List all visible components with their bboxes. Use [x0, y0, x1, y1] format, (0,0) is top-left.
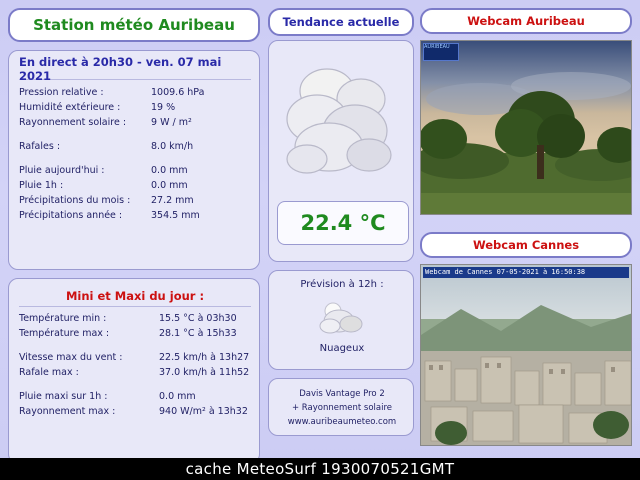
- reading-value: 940 W/m² à 13h32: [159, 406, 248, 417]
- minmax-list: [19, 311, 251, 419]
- reading-value: 37.0 km/h à 11h52: [159, 367, 250, 378]
- webcam-auribeau-title-text: Webcam Auribeau: [467, 14, 585, 28]
- list-item: [19, 365, 251, 380]
- reading-label: Rayonnement max :: [19, 406, 116, 417]
- reading-value: 1009.6 hPa: [151, 87, 205, 98]
- sun-behind-cloud-icon: [317, 297, 367, 339]
- reading-label: Précipitations année :: [19, 210, 123, 221]
- list-item: [19, 85, 251, 100]
- divider: [19, 130, 251, 139]
- list-item: [19, 326, 251, 341]
- forecast-panel: [268, 270, 414, 370]
- list-item: [19, 100, 251, 115]
- reading-label: Température min :: [19, 313, 107, 324]
- station-option: + Rayonnement solaire: [291, 403, 393, 413]
- page-title: [8, 8, 260, 42]
- webcam-cannes-title-text: Webcam Cannes: [472, 238, 580, 252]
- live-readings-header: En direct à 20h30 - ven. 07 mai 2021: [19, 59, 251, 80]
- forecast-header: Prévision à 12h :: [300, 279, 384, 290]
- divider: [19, 154, 251, 163]
- list-item: [19, 404, 251, 419]
- current-temperature-value: 22.4 °C: [300, 211, 386, 235]
- current-temperature: [277, 201, 409, 245]
- reading-value: 27.2 mm: [151, 195, 194, 206]
- reading-value: 0.0 mm: [151, 165, 188, 176]
- status-bar-text: cache MeteoSurf 1930070521GMT: [185, 460, 455, 478]
- reading-label: Rafales :: [19, 141, 61, 152]
- list-item: [19, 208, 251, 223]
- reading-value: 0.0 mm: [151, 180, 188, 191]
- status-bar: [0, 458, 640, 480]
- webcam-auribeau-image[interactable]: [420, 40, 632, 215]
- station-website-link[interactable]: www.auribeaumeteo.com: [287, 417, 397, 427]
- list-item: [19, 193, 251, 208]
- live-readings-panel: [8, 50, 260, 270]
- webcam-timestamp: Webcam de Cannes 07-05-2021 à 16:50:38: [423, 267, 629, 278]
- list-item: [19, 139, 251, 154]
- reading-label: Température max :: [19, 328, 110, 339]
- reading-label: Rafale max :: [19, 367, 79, 378]
- live-readings-list: [19, 85, 251, 223]
- reading-label: Humidité extérieure :: [19, 102, 121, 113]
- forecast-label: Nuageux: [319, 343, 365, 354]
- minmax-header: Mini et Maxi du jour :: [19, 286, 251, 307]
- station-model: Davis Vantage Pro 2: [299, 389, 385, 399]
- reading-value: 22.5 km/h à 13h27: [159, 352, 250, 363]
- reading-label: Pluie 1h :: [19, 180, 64, 191]
- page-title-text: Station météo Auribeau: [33, 16, 235, 34]
- reading-value: 354.5 mm: [151, 210, 200, 221]
- list-item: [19, 311, 251, 326]
- tendance-panel: [268, 40, 414, 262]
- tendance-title-text: Tendance actuelle: [282, 15, 400, 29]
- reading-value: 0.0 mm: [159, 391, 196, 402]
- reading-value: 19 %: [151, 102, 176, 113]
- list-item: [19, 178, 251, 193]
- minmax-panel: [8, 278, 260, 464]
- webcam-badge: AURIBEAU: [423, 43, 459, 61]
- divider: [19, 341, 251, 350]
- cloud-icon: [269, 47, 415, 197]
- reading-value: 28.1 °C à 15h33: [159, 328, 237, 339]
- webcam-cannes-image[interactable]: [420, 264, 632, 446]
- station-info-panel: [268, 378, 414, 436]
- reading-label: Rayonnement solaire :: [19, 117, 127, 128]
- list-item: [19, 389, 251, 404]
- reading-label: Pression relative :: [19, 87, 104, 98]
- list-item: [19, 350, 251, 365]
- webcam-auribeau-title: [420, 8, 632, 34]
- reading-label: Pluie aujourd'hui :: [19, 165, 105, 176]
- tendance-title: [268, 8, 414, 36]
- reading-label: Précipitations du mois :: [19, 195, 131, 206]
- webcam-cannes-title: [420, 232, 632, 258]
- reading-value: 9 W / m²: [151, 117, 192, 128]
- reading-value: 15.5 °C à 03h30: [159, 313, 237, 324]
- divider: [19, 380, 251, 389]
- list-item: [19, 115, 251, 130]
- reading-label: Pluie maxi sur 1h :: [19, 391, 108, 402]
- list-item: [19, 163, 251, 178]
- reading-label: Vitesse max du vent :: [19, 352, 123, 363]
- reading-value: 8.0 km/h: [151, 141, 194, 152]
